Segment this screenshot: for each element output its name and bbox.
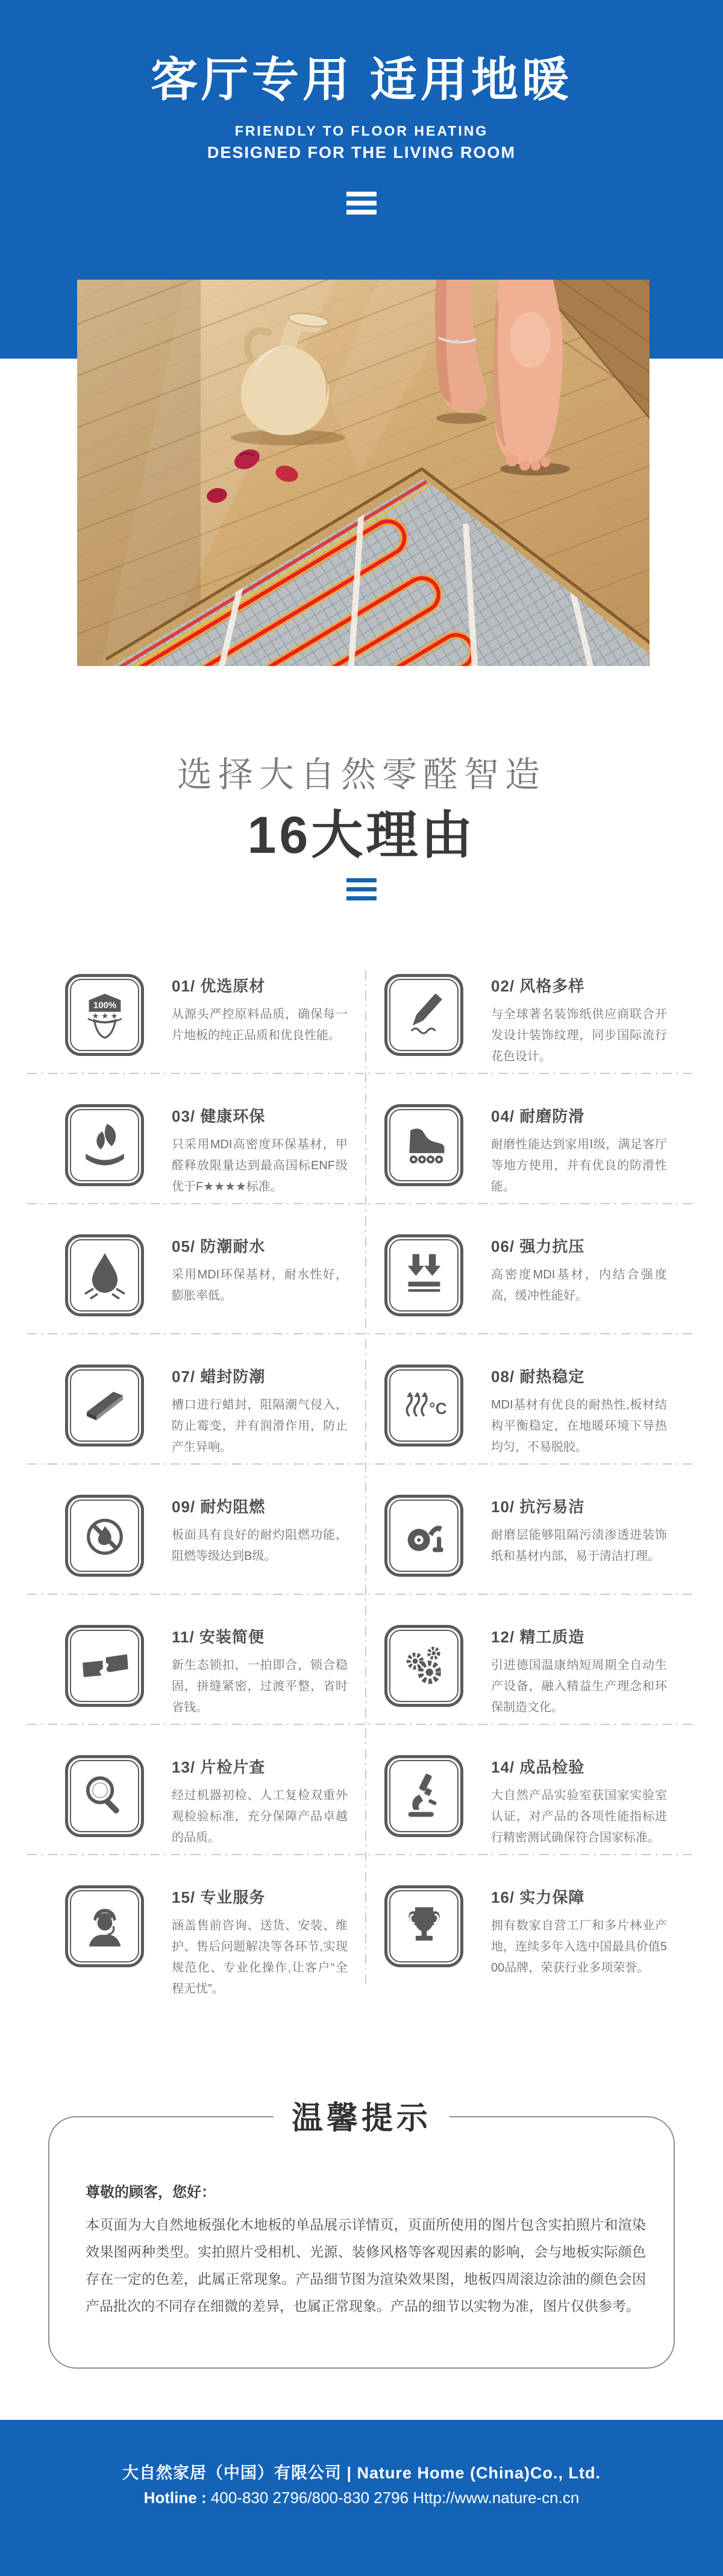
gears-icon [384,1625,463,1707]
card-text [491,1755,667,1849]
card-text [172,1755,348,1849]
header-subtitle-1: FRIENDLY TO FLOOR HEATING [234,122,489,139]
card-title: 04/ 耐磨防滑 [491,1107,585,1125]
quality-badge-icon [65,974,144,1056]
card-body: 涵盖售前咨询、送货、安装、维护、售后问题解决等各环节,实现规范化、专业化操作,让客户“全程无忧”。 [172,1919,348,1996]
footer-hotline-label: Hotline : [143,2489,207,2507]
card-title: 12/ 精工质造 [491,1628,585,1646]
card-title: 10/ 抗污易洁 [491,1498,585,1516]
reason-card [24,1615,357,1745]
reasons-grid [24,964,699,2011]
hamburger-icon [346,187,377,215]
card-body: 引进德国温康纳短周期全自动生产设备，融入精益生产理念和环保制造文化。 [491,1659,667,1714]
pencil-icon [384,974,463,1056]
magnifier-icon [65,1755,144,1837]
card-body: 大自然产品实验室获国家实验室认证，对产品的各项性能指标进行精密测试确保符合国家标准。 [491,1789,667,1844]
svg-text:°C: °C [428,1400,447,1418]
card-title: 14/ 成品检验 [491,1758,585,1776]
card-text [172,974,348,1046]
reason-card [24,1095,357,1225]
card-text [491,1625,667,1718]
card-title: 11/ 安装简便 [172,1628,264,1646]
card-title: 02/ 风格多样 [491,977,585,995]
footer-website-link[interactable]: Http://www.nature-cn.cn [413,2489,580,2507]
reason-card [366,1615,699,1745]
card-title: 08/ 耐热稳定 [491,1368,585,1386]
notice-box [48,2116,675,2369]
card-title: 16/ 实力保障 [491,1888,585,1906]
card-text [172,1495,348,1567]
hero-image [77,280,649,666]
card-title: 03/ 健康环保 [172,1107,266,1125]
card-title: 09/ 耐灼阻燃 [172,1498,266,1516]
reason-card [366,964,699,1095]
card-body: 新生态锁扣，一拍即合，锁合稳固，拼缝紧密，过渡平整，省时省钱。 [172,1659,348,1714]
reason-card [366,1095,699,1225]
card-title: 07/ 蜡封防潮 [172,1368,266,1386]
reason-card [366,1876,699,2006]
roller-skate-icon [384,1104,463,1186]
footer-company: 大自然家居（中国）有限公司 | Nature Home (China)Co., Ltd. [122,2464,601,2482]
reason-card [366,1745,699,1876]
card-body: 经过机器初检、人工复检双重外观检验标准，充分保障产品卓越的品质。 [172,1789,348,1844]
card-title: 13/ 片检片查 [172,1758,266,1776]
svg-text:100%: 100% [93,1000,116,1011]
page-title: 客厅专用 适用地暖 [151,53,572,106]
card-body: 耐磨性能达到家用Ⅰ级，满足客厅等地方使用，并有优良的防滑性能。 [491,1138,667,1193]
card-title: 15/ 专业服务 [172,1888,266,1906]
footer-contact [0,2489,723,2507]
microscope-icon [384,1755,463,1837]
card-body: MDI基材有优良的耐热性,板材结构平衡稳定，在地暖环境下导热均匀，不易脱胶。 [491,1398,667,1454]
card-body: 耐磨层能够阻隔污渍渗透进装饰纸和基材内部，易于清洁打理。 [491,1528,667,1563]
card-text [172,1625,348,1718]
card-text [491,1234,667,1307]
compress-arrows-icon [384,1234,463,1316]
reasons-title: 16大理由 [247,806,476,864]
card-text [491,1885,667,1979]
water-drop-icon [65,1234,144,1316]
reasons-heading: 选择大自然零醛智造 [177,755,546,794]
no-flame-icon [65,1495,144,1577]
header-subtitle-2: DESIGNED FOR THE LIVING ROOM [207,143,516,162]
svg-text:★ ★ ★: ★ ★ ★ [92,1011,117,1021]
reason-card [24,1876,357,2006]
card-title: 05/ 防潮耐水 [172,1237,266,1255]
section-divider-hamburger-icon [346,873,377,900]
footer-hotline-number: 400-830 2796/800-830 2796 [210,2489,409,2507]
card-text [172,1365,348,1458]
card-text [491,1495,667,1567]
reason-card [24,1745,357,1876]
heat-temperature-icon [384,1365,463,1447]
card-title: 01/ 优选原材 [172,977,266,995]
card-body: 板面具有良好的耐灼阻燃功能，阻燃等级达到B级。 [172,1528,348,1563]
reason-card [366,1485,699,1615]
notice-greeting: 尊敬的顾客，您好： [86,2184,216,2201]
reason-card [24,964,357,1095]
hero-scene [77,280,649,666]
customer-service-icon [65,1885,144,1967]
lock-joint-icon [65,1625,144,1707]
reason-card [24,1225,357,1355]
card-body: 高密度MDI基材，内结合强度高，缓冲性能好。 [491,1268,667,1302]
card-body: 拥有数家自营工厂和多片林业产地，连续多年入选中国最具价值500品牌，荣获行业多项荣誉。 [491,1919,667,1974]
card-text [172,1104,348,1198]
vacuum-cleaner-icon [384,1495,463,1577]
reason-card [366,1355,699,1485]
card-body: 采用MDI环保基材，耐水性好，膨胀率低。 [172,1268,348,1302]
card-body: 槽口进行蜡封，阻隔潮气侵入，防止霉变，并有润滑作用，防止产生异响。 [172,1398,348,1454]
card-text [491,1365,667,1458]
card-title: 06/ 强力抗压 [491,1237,585,1255]
card-text [491,1104,667,1198]
notice-body: 本页面为大自然地板强化木地板的单品展示详情页，页面所使用的图片包含实拍照片和渲染效果图两种类型。实拍照片受相机、光源、装修风格等客观因素的影响，会与地板实际颜色存在一定的色差，此属正常现象。产品细节图为渲染效果图，地板四周滚边涂油的颜色会因产品批次的不同存在细微的差异，也属正常现象。产品的细节以实物为准，图片仅供参考。 [86,2217,646,2314]
notice-title: 温馨提示 [0,2093,723,2138]
card-text [491,974,667,1067]
trophy-icon [384,1885,463,1967]
reason-card [24,1485,357,1615]
card-body: 从源头严控原料品质，确保每一片地板的纯正品质和优良性能。 [172,1008,348,1042]
card-text [172,1885,348,2000]
leaf-hand-icon [65,1104,144,1186]
footer [0,2420,723,2576]
card-body: 与全球著名装饰纸供应商联合开发设计装饰纹理，同步国际流行花色设计。 [491,1008,667,1063]
card-body: 只采用MDI高密度环保基材，甲醛释放限量达到最高国标ENF级优于F★★★★标准。 [172,1138,348,1193]
reason-card [24,1355,357,1485]
reason-card [366,1225,699,1355]
floor-plank-icon [65,1365,144,1447]
card-text [172,1234,348,1307]
